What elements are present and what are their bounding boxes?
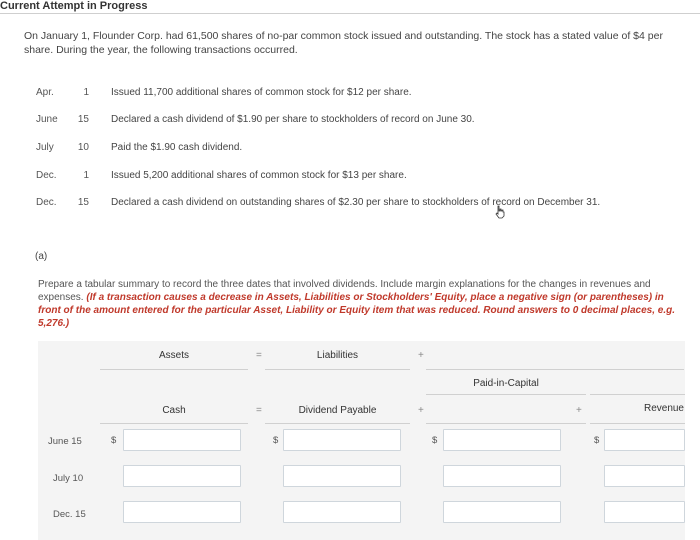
common-stock-underline [426, 423, 586, 424]
tx-month: Apr. [36, 87, 54, 98]
tx-description: Declared a cash dividend on outstanding shares of $2.30 per share to stockholders of record on December 31. [111, 197, 601, 208]
cash-underline [100, 423, 248, 424]
tx-day: 15 [77, 197, 89, 208]
july-10-cash-input[interactable] [123, 465, 241, 487]
liabilities-header: Liabilities [316, 350, 359, 361]
june-15-retained-earnings-input[interactable] [604, 429, 685, 451]
tx-day: 10 [77, 142, 89, 153]
retained-earnings-underline [590, 394, 685, 395]
dividend-payable-column-header: Dividend Payable [298, 405, 377, 416]
tx-description: Issued 11,700 additional shares of common stock for $12 per share. [111, 87, 412, 98]
instructions [38, 278, 683, 330]
equals-sign: = [256, 350, 262, 361]
july-10-common-stock-input[interactable] [443, 465, 561, 487]
row-label-june-15: June 15 [48, 436, 82, 447]
tx-day: 15 [77, 114, 89, 125]
revenue-underline [590, 423, 685, 424]
tx-day: 1 [83, 87, 89, 98]
tx-day: 1 [83, 170, 89, 181]
tx-description: Declared a cash dividend of $1.90 per share to stockholders of record on June 30. [111, 114, 475, 125]
tx-month: July [36, 142, 54, 153]
dec-15-common-stock-input[interactable] [443, 501, 561, 523]
equity-underline [426, 369, 684, 370]
plus-sign: + [576, 405, 582, 416]
plus-sign: + [418, 405, 424, 416]
tx-month: Dec. [36, 170, 57, 181]
hand-pointer-icon [494, 205, 506, 219]
june-15-dividend-payable-input[interactable] [283, 429, 401, 451]
tx-description: Paid the $1.90 cash dividend. [111, 142, 243, 153]
instructions-text: Prepare a tabular summary to record the three dates that involved dividends. Include margin explanations for the changes in revenues and expenses. [38, 279, 651, 303]
instructions-emphasis: (If a transaction causes a decrease in Assets, Liabilities or Stockholders' Equity, place a negative sign (or parentheses) in front of the amount entered for the particular Asset, Liability or Equity item that was reduced. Round answers to 0 decimal places, e.g. 5,276.) [38, 292, 675, 329]
july-10-retained-earnings-input[interactable] [604, 465, 685, 487]
july-10-dividend-payable-input[interactable] [283, 465, 401, 487]
june-15-cash-input[interactable] [123, 429, 241, 451]
liabilities-underline [265, 369, 410, 370]
section-title: Current Attempt in Progress [0, 0, 148, 12]
june-15-common-stock-input[interactable] [443, 429, 561, 451]
plus-sign: + [418, 350, 424, 361]
currency-symbol: $ [273, 435, 279, 446]
assets-underline [100, 369, 248, 370]
currency-symbol: $ [432, 435, 438, 446]
dec-15-cash-input[interactable] [123, 501, 241, 523]
problem-intro: On January 1, Flounder Corp. had 61,500 shares of no-par common stock issued and outstanding. The stock has a stated value of $4 per share. During the year, the following transactions occurred. [24, 30, 663, 56]
dec-15-dividend-payable-input[interactable] [283, 501, 401, 523]
row-label-july-10: July 10 [53, 473, 84, 484]
part-label: (a) [35, 251, 48, 262]
header-divider [0, 13, 700, 14]
dividend-payable-underline [265, 423, 410, 424]
dec-15-retained-earnings-input[interactable] [604, 501, 685, 523]
equals-sign: = [256, 405, 262, 416]
paid-in-capital-underline [426, 394, 586, 395]
assets-header: Assets [158, 350, 189, 361]
paid-in-capital-header: Paid-in-Capital [473, 378, 539, 389]
tx-month: Dec. [36, 197, 57, 208]
revenue-column-header: Revenue [643, 403, 684, 414]
tx-month: June [36, 114, 58, 125]
cash-column-header: Cash [162, 405, 186, 416]
row-label-dec-15: Dec. 15 [53, 509, 86, 520]
currency-symbol: $ [594, 435, 600, 446]
tx-description: Issued 5,200 additional shares of common stock for $13 per share. [111, 170, 407, 181]
currency-symbol: $ [111, 435, 117, 446]
